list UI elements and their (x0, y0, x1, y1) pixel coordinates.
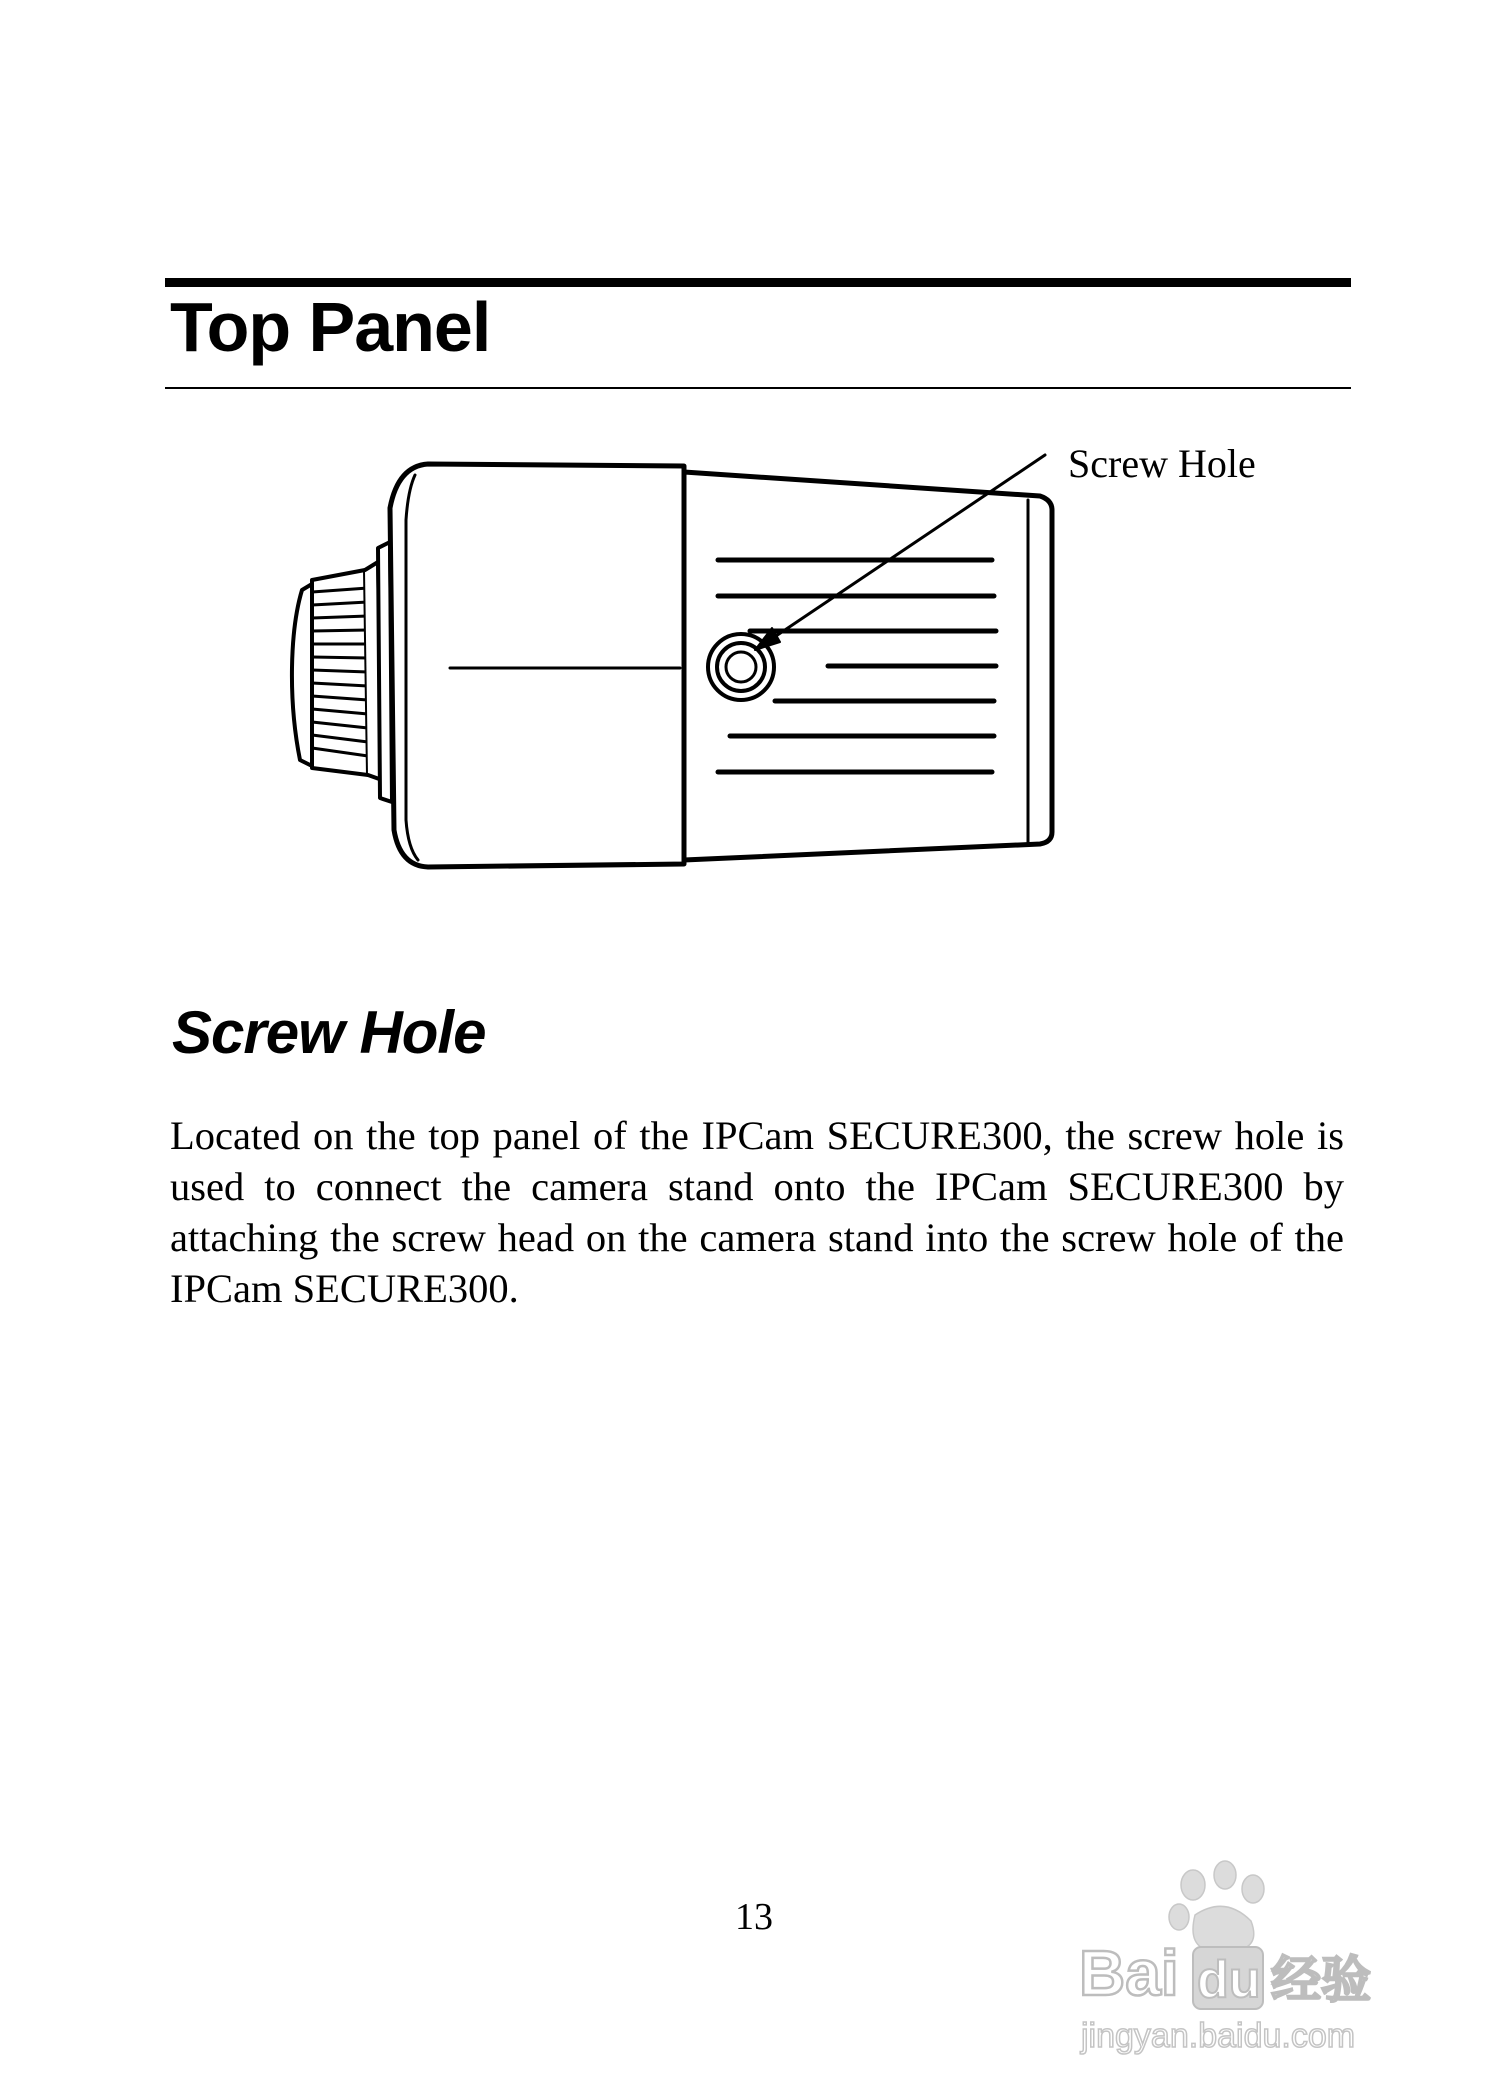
svg-text:jingyan.baidu.com: jingyan.baidu.com (1081, 2017, 1356, 2055)
screw-hole-callout-label: Screw Hole (1068, 441, 1256, 486)
section-heading: Screw Hole (172, 999, 486, 1066)
header-rule-thin (165, 387, 1351, 389)
camera-front-housing (390, 464, 684, 867)
svg-text:du: du (1197, 1951, 1261, 2009)
section-body-paragraph: Located on the top panel of the IPCam SECURE300, the screw hole is used to connect the camera stand onto the IPCam SECURE300 by attaching the screw head on the camera stand into the screw hole of the IPCam SECURE300. (170, 1113, 1344, 1311)
svg-text:Bai: Bai (1079, 1937, 1179, 2009)
lens-ring-icon (292, 542, 392, 802)
header-rule-thick (165, 278, 1351, 287)
page-title: Top Panel (170, 288, 491, 366)
svg-text:经验: 经验 (1271, 1951, 1371, 2009)
page-number: 13 (735, 1896, 773, 1938)
baidu-watermark-logo (1075, 1855, 1435, 2065)
camera-top-view-illustration (250, 430, 1360, 890)
